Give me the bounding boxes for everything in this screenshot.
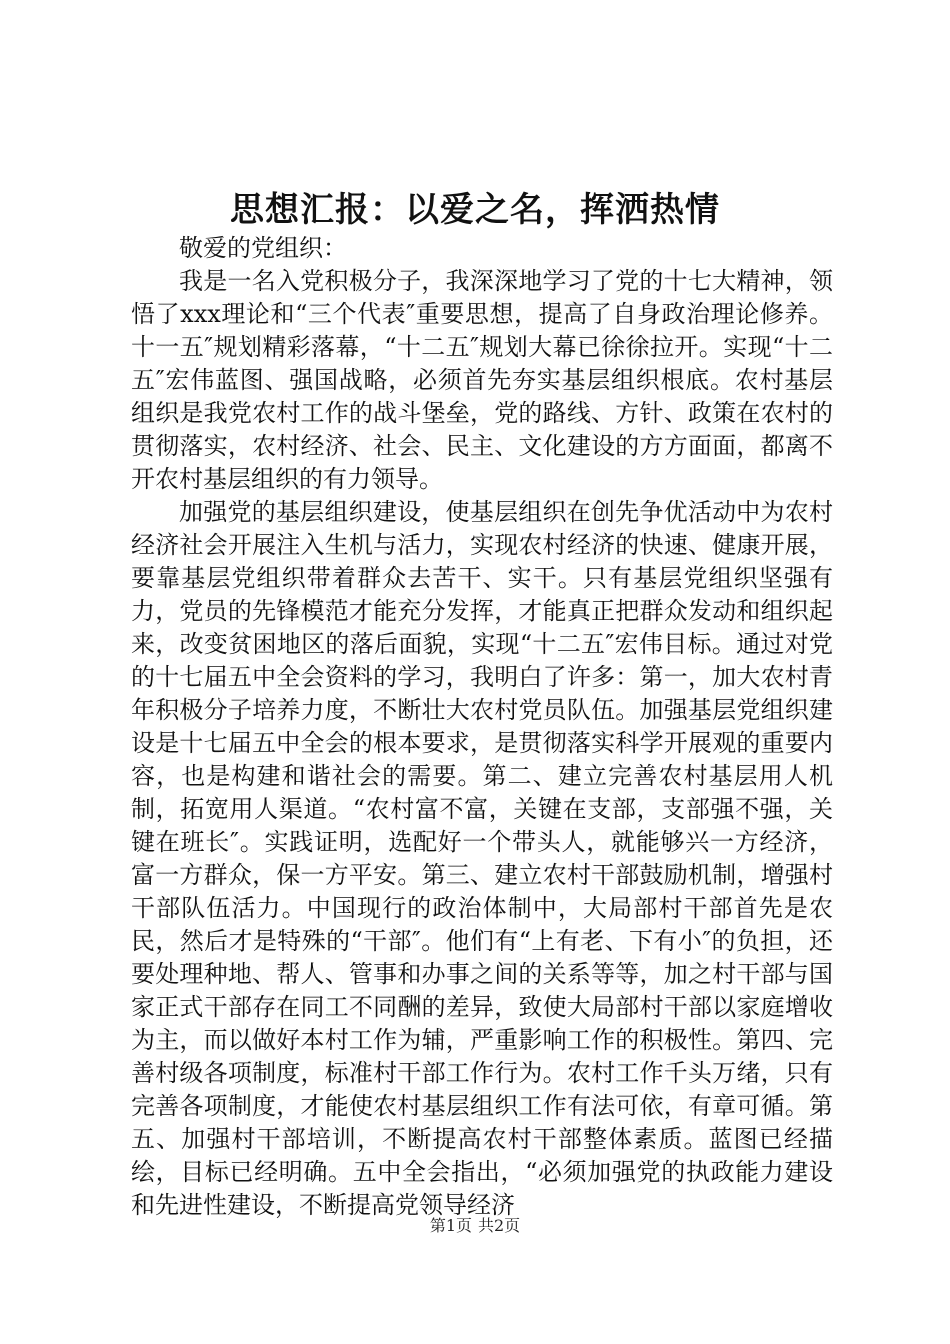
page-total: 共2页 [478, 1216, 521, 1235]
document-title: 思想汇报：以爱之名，挥洒热情 [230, 190, 720, 230]
salutation: 敬爱的党组织： [179, 234, 347, 262]
page-footer [0, 1216, 950, 1236]
document-body [131, 232, 833, 1222]
page-number: 第1页 [429, 1216, 472, 1235]
paragraph-1: 我是一名入党积极分子，我深深地学习了党的十七大精神，领悟了xxx理论和“三个代表″重要思想，提高了自身政治理论修养。十一五″规划精彩落幕，“十二五″规划大幕已徐徐拉开。实现“十二五″宏伟蓝图、强国战略，必须首先夯实基层组织根底。农村基层组织是我党农村工作的战斗堡垒，党的路线、方针、政策在农村的贯彻落实，农村经济、社会、民主、文化建设的方方面面，都离不开农村基层组织的有力领导。 [131, 267, 833, 493]
paragraph-2: 加强党的基层组织建设，使基层组织在创先争优活动中为农村经济社会开展注入生机与活力，实现农村经济的快速、健康开展，要靠基层党组织带着群众去苦干、实干。只有基层党组织坚强有力，党员的先锋模范才能充分发挥，才能真正把群众发动和组织起来，改变贫困地区的落后面貌，实现“十二五″宏伟目标。通过对党的十七届五中全会资料的学习，我明白了许多：第一，加大农村青年积极分子培养力度，不断壮大农村党员队伍。加强基层党组织建设是十七届五中全会的根本要求，是贯彻落实科学开展观的重要内容，也是构建和谐社会的需要。第二、建立完善农村基层用人机制，拓宽用人渠道。“农村富不富，关键在支部，支部强不强，关键在班长″。实践证明，选配好一个带头人，就能够兴一方经济，富一方群众，保一方平安。第三、建立农村干部鼓励机制，增强村干部队伍活力。中国现行的政治体制中，大局部村干部首先是农民，然后才是特殊的“干部″。他们有“上有老、下有小″的负担，还要处理种地、帮人、管事和办事之间的关系等等，加之村干部与国家正式干部存在同工不同酬的差异，致使大局部村干部以家庭增收为主，而以做好本村工作为辅，严重影响工作的积极性。第四、完善村级各项制度，标准村干部工作行为。农村工作千头万绪，只有完善各项制度，才能使农村基层组织工作有法可依，有章可循。第五、加强村干部培训，不断提高农村干部整体素质。蓝图已经描绘，目标已经明确。五中全会指出，“必须加强党的执政能力建设和先进性建设，不断提高党领导经济 [131, 498, 833, 1219]
